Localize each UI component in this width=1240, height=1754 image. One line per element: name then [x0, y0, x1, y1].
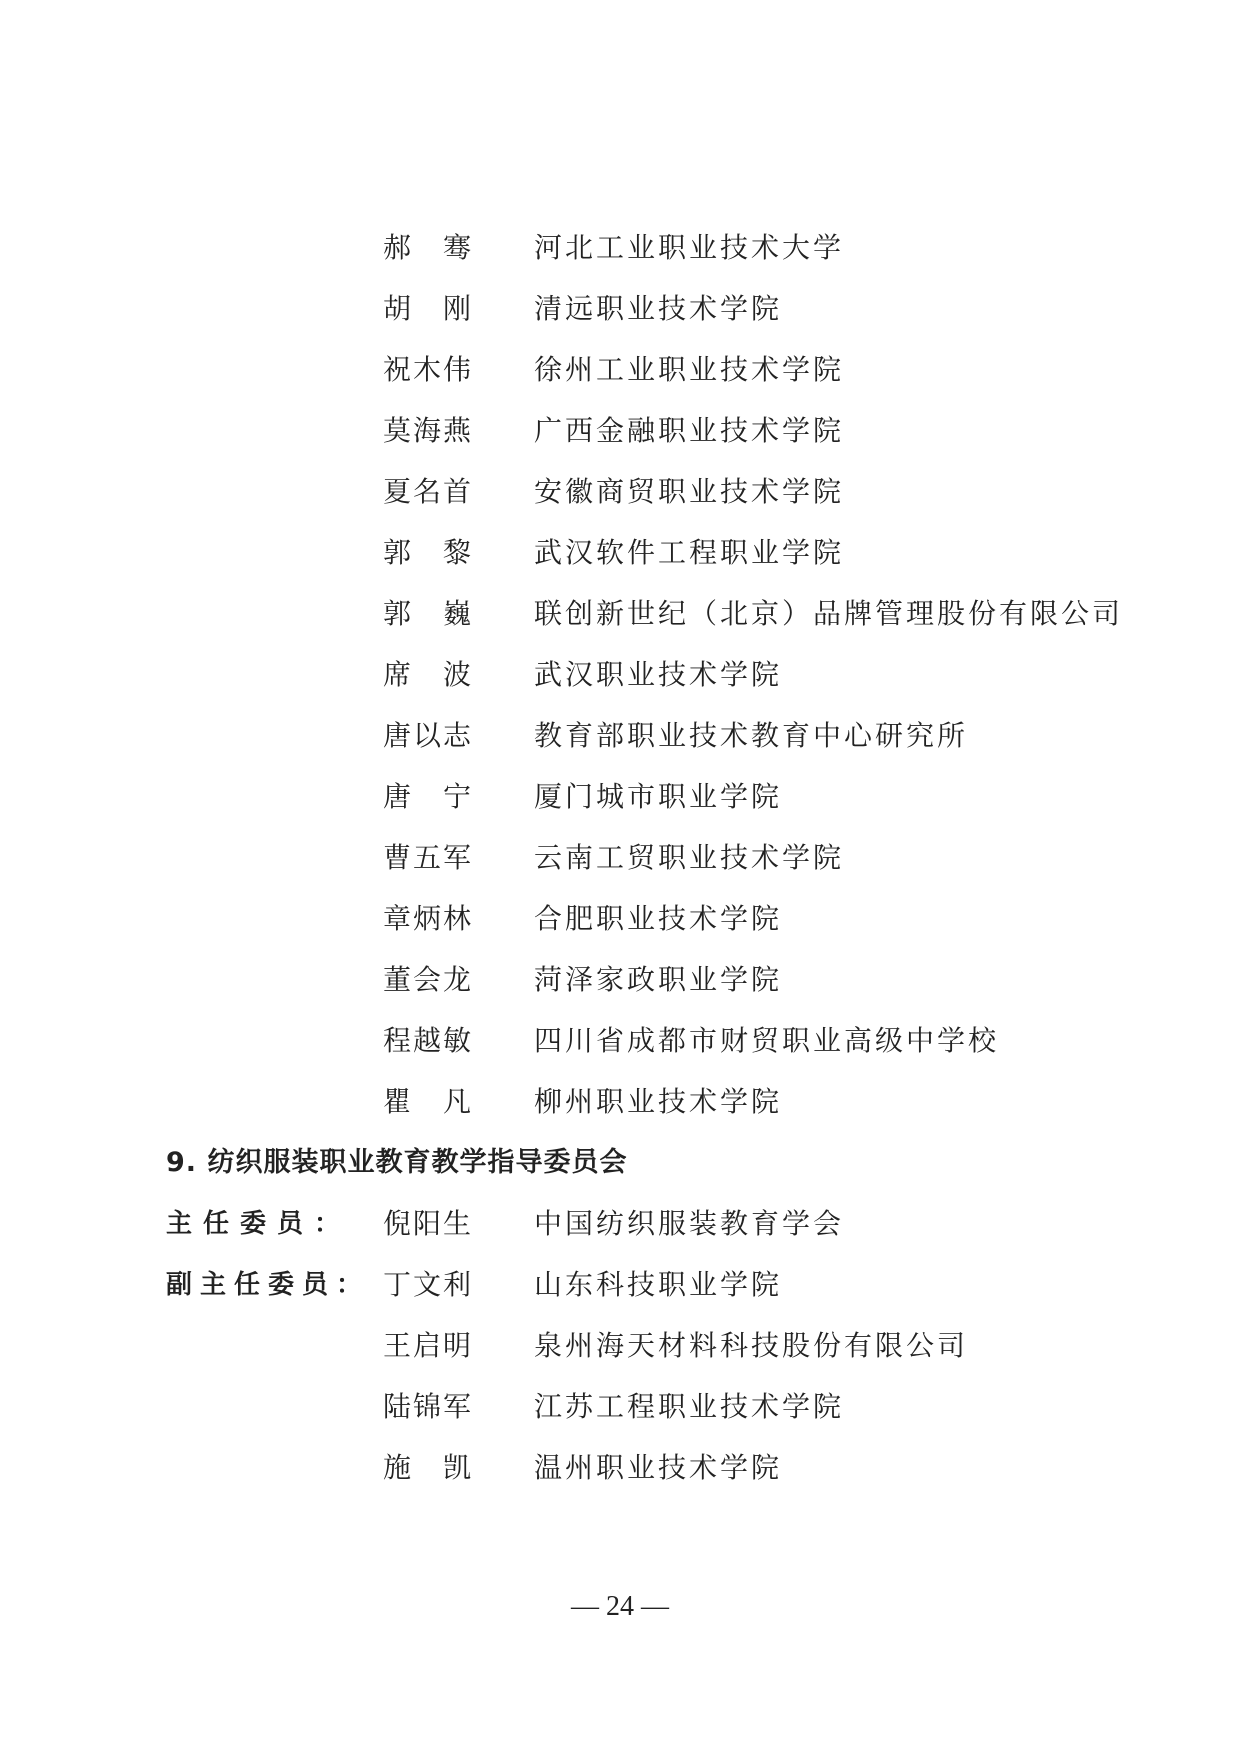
- member-name: 胡 刚: [383, 292, 474, 325]
- member-org: 四川省成都市财贸职业高级中学校: [534, 1024, 1000, 1057]
- director-name: 倪阳生: [383, 1207, 474, 1240]
- member-name: 席 波: [383, 658, 474, 691]
- page-number: — 24 —: [571, 1591, 669, 1622]
- deputy-name: 施 凯: [383, 1451, 474, 1484]
- member-name: 夏名首: [383, 475, 474, 508]
- member-org: 联创新世纪（北京）品牌管理股份有限公司: [534, 597, 1124, 630]
- member-row: [0, 899, 1240, 939]
- member-row: [0, 228, 1240, 268]
- member-org: 武汉软件工程职业学院: [534, 536, 845, 569]
- member-org: 合肥职业技术学院: [534, 902, 783, 935]
- member-org: 广西金融职业技术学院: [534, 414, 845, 447]
- director-label: 主任委员：: [166, 1209, 352, 1239]
- member-org: 菏泽家政职业学院: [534, 963, 783, 996]
- member-org: 徐州工业职业技术学院: [534, 353, 845, 386]
- section-heading-row: [0, 1143, 1240, 1183]
- member-name: 章炳林: [383, 902, 474, 935]
- member-name: 郭 黎: [383, 536, 474, 569]
- member-org: 河北工业职业技术大学: [534, 231, 845, 264]
- member-name: 瞿 凡: [383, 1085, 474, 1118]
- member-name: 程越敏: [383, 1024, 474, 1057]
- member-row: [0, 716, 1240, 756]
- member-name: 郭 巍: [383, 597, 474, 630]
- member-name: 曹五军: [383, 841, 474, 874]
- deputy-org: 泉州海天材料科技股份有限公司: [534, 1329, 969, 1362]
- member-row: [0, 533, 1240, 573]
- member-row: [0, 1021, 1240, 1061]
- deputy-name: 丁文利: [383, 1268, 474, 1301]
- deputy-name: 陆锦军: [383, 1390, 474, 1423]
- member-org: 云南工贸职业技术学院: [534, 841, 845, 874]
- member-org: 武汉职业技术学院: [534, 658, 783, 691]
- member-org: 清远职业技术学院: [534, 292, 783, 325]
- member-org: 安徽商贸职业技术学院: [534, 475, 845, 508]
- member-name: 莫海燕: [383, 414, 474, 447]
- member-org: 厦门城市职业学院: [534, 780, 783, 813]
- member-name: 董会龙: [383, 963, 474, 996]
- deputy-org: 山东科技职业学院: [534, 1268, 783, 1301]
- member-row: [0, 350, 1240, 390]
- director-org: 中国纺织服装教育学会: [534, 1207, 845, 1240]
- deputy-row: [0, 1265, 1240, 1305]
- director-row: [0, 1204, 1240, 1244]
- member-row: [0, 1082, 1240, 1122]
- member-row: [0, 411, 1240, 451]
- member-row: [0, 960, 1240, 1000]
- deputy-row: [0, 1326, 1240, 1366]
- member-row: [0, 777, 1240, 817]
- member-name: 唐 宁: [383, 780, 474, 813]
- member-row: [0, 472, 1240, 512]
- member-row: [0, 289, 1240, 329]
- member-org: 教育部职业技术教育中心研究所: [534, 719, 969, 752]
- member-row: [0, 655, 1240, 695]
- deputy-row: [0, 1387, 1240, 1427]
- member-name: 祝木伟: [383, 353, 474, 386]
- deputy-row: [0, 1448, 1240, 1488]
- deputy-name: 王启明: [383, 1329, 474, 1362]
- deputy-org: 江苏工程职业技术学院: [534, 1390, 845, 1423]
- section-title: 9. 纺织服装职业教育教学指导委员会: [166, 1147, 628, 1178]
- member-row: [0, 594, 1240, 634]
- member-name: 郝 骞: [383, 231, 474, 264]
- member-org: 柳州职业技术学院: [534, 1085, 783, 1118]
- deputy-org: 温州职业技术学院: [534, 1451, 783, 1484]
- member-row: [0, 838, 1240, 878]
- deputy-label: 副主任委员：: [166, 1270, 371, 1300]
- member-name: 唐以志: [383, 719, 474, 752]
